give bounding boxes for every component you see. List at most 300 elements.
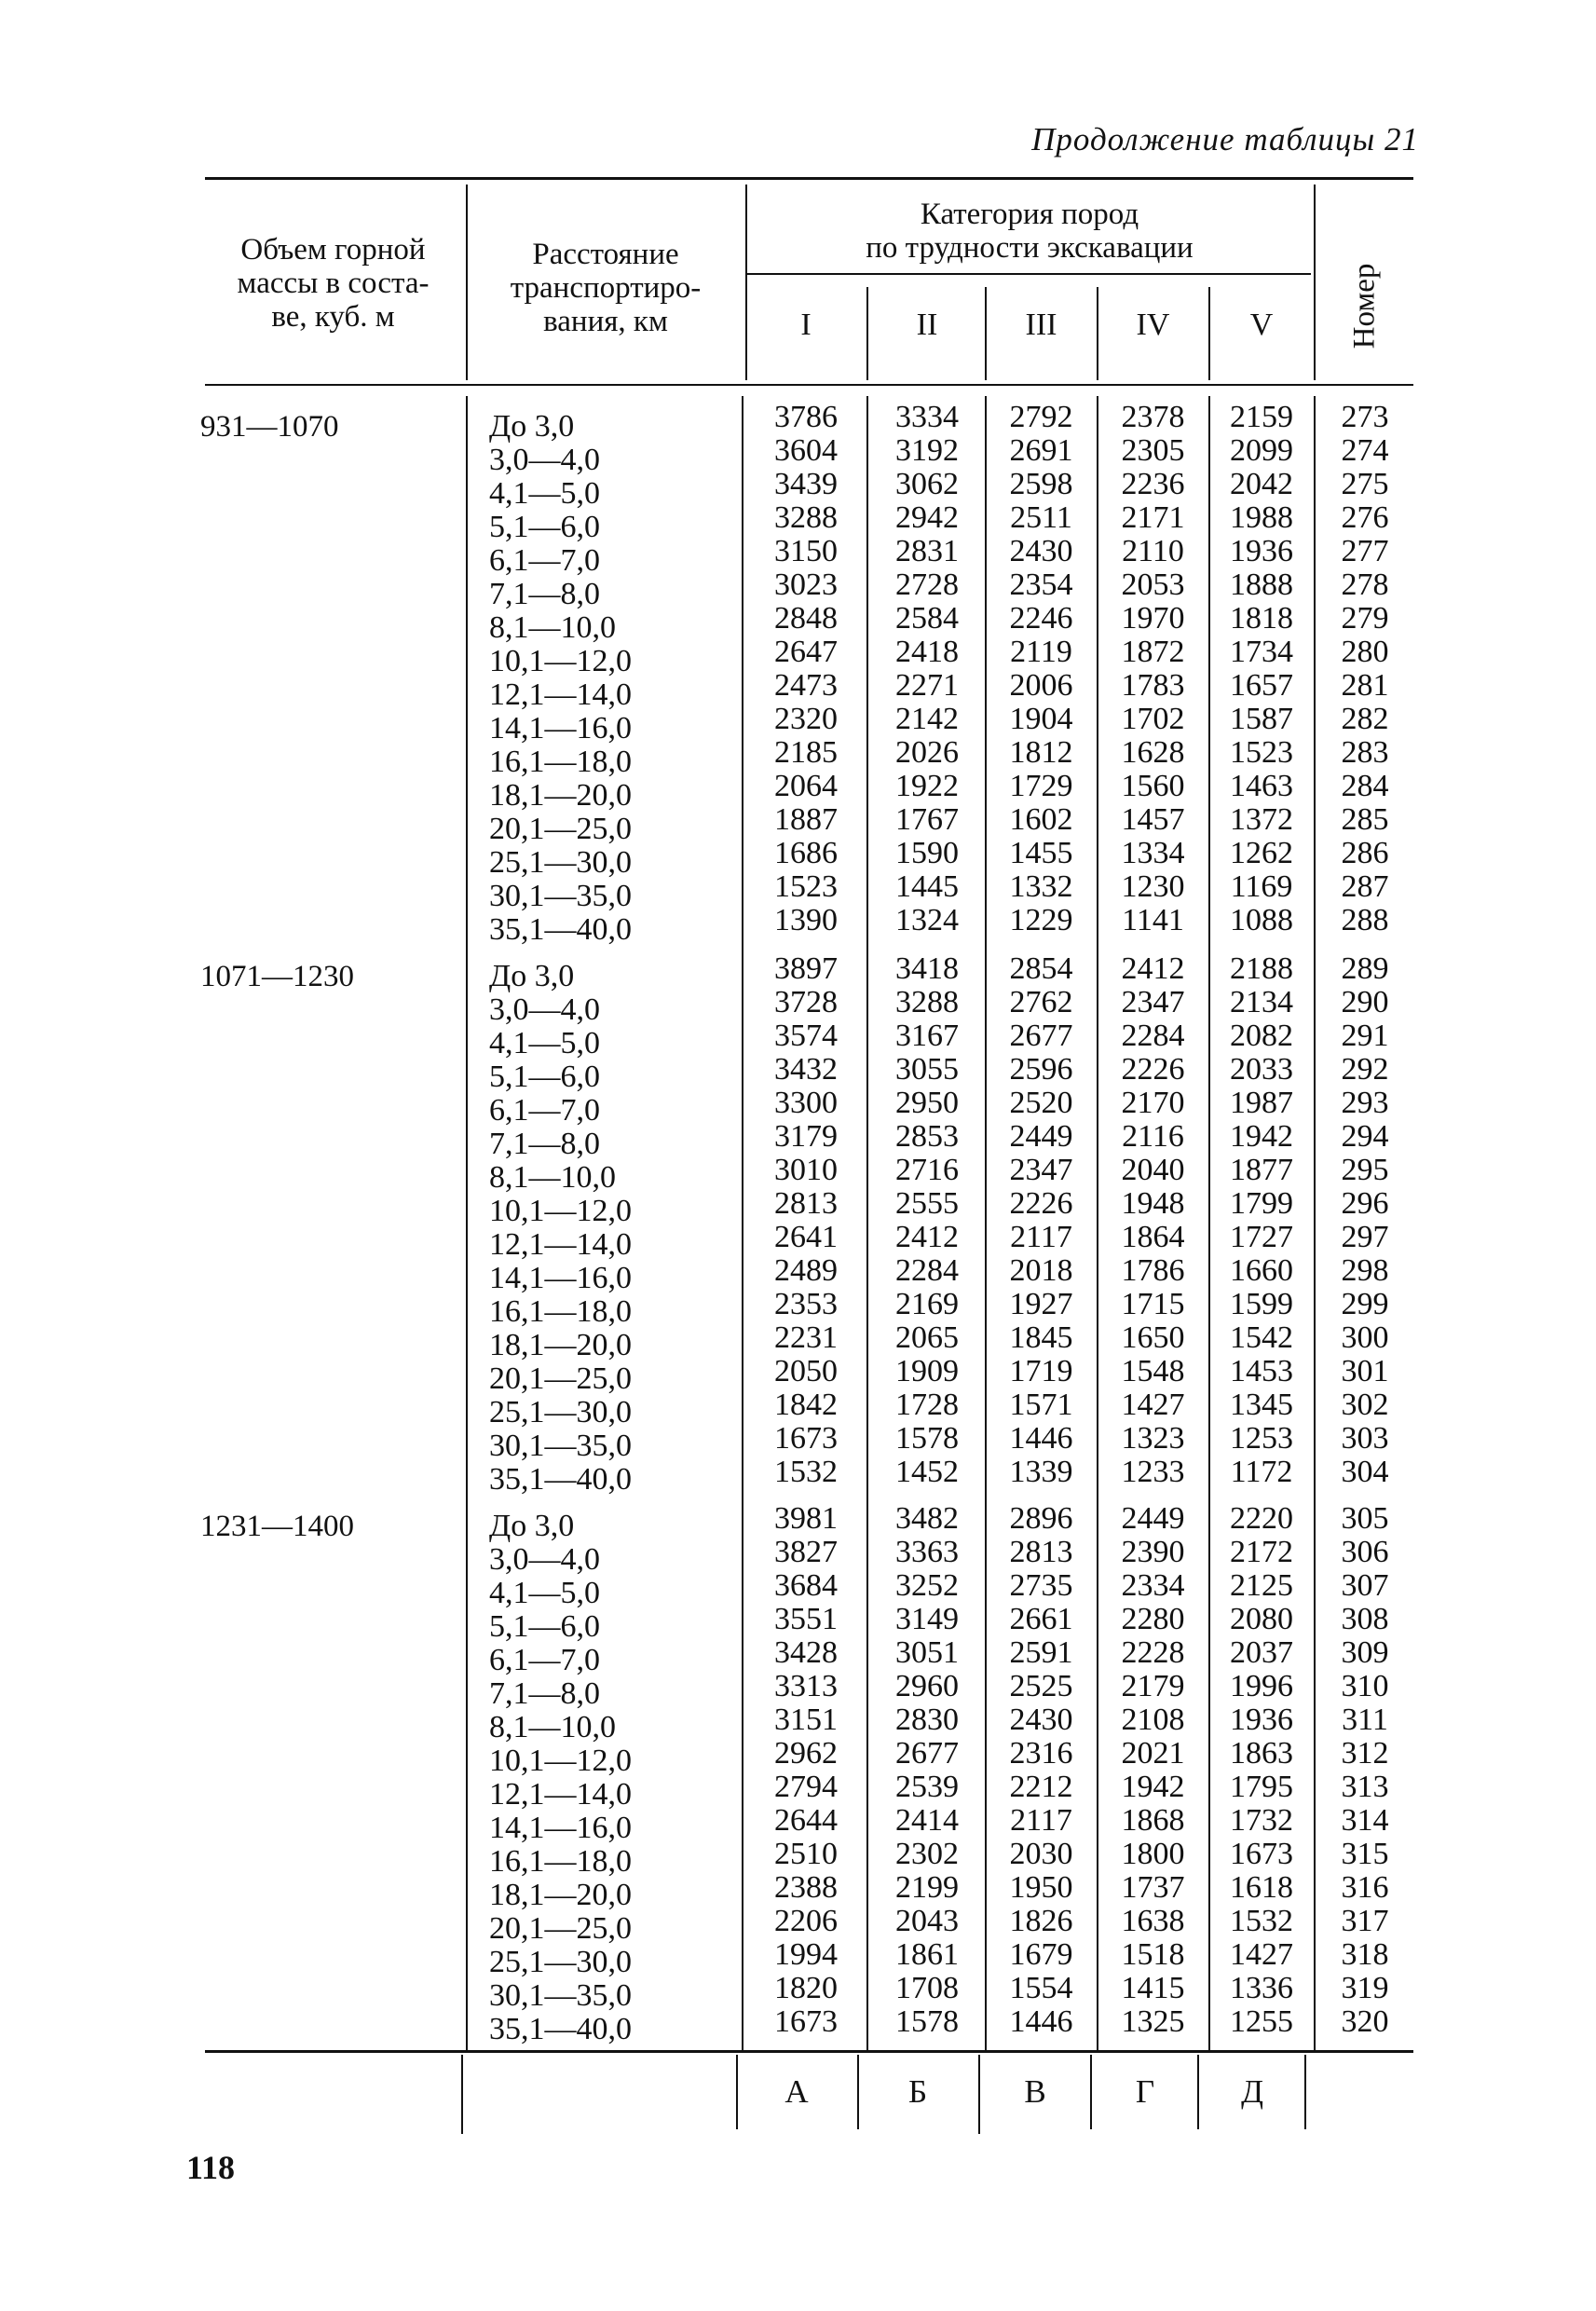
value-cell: 1372 xyxy=(1230,802,1293,837)
distance-cell: 30,1—35,0 xyxy=(489,879,632,913)
distance-column xyxy=(489,1510,632,2046)
value-cell: 1599 xyxy=(1230,1287,1293,1321)
distance-cell: 4,1—5,0 xyxy=(489,476,600,511)
value-cell: 1719 xyxy=(1009,1354,1073,1388)
value-cell: 1650 xyxy=(1121,1320,1185,1355)
value-cell: 2043 xyxy=(895,1904,959,1938)
header-divider xyxy=(1208,287,1210,380)
distance-cell: 7,1—8,0 xyxy=(489,1127,600,1161)
distance-cell: 10,1—12,0 xyxy=(489,1194,632,1228)
value-cell: 2412 xyxy=(1121,951,1185,986)
value-cell: 1728 xyxy=(895,1388,959,1422)
value-cell: 2159 xyxy=(1230,400,1293,434)
cat-II-column xyxy=(871,401,983,937)
row-number: 289 xyxy=(1341,951,1389,986)
row-number: 284 xyxy=(1341,769,1389,803)
row-number: 278 xyxy=(1341,567,1389,602)
row-number: 299 xyxy=(1341,1287,1389,1321)
value-cell: 2854 xyxy=(1009,951,1073,986)
distance-cell: 14,1—16,0 xyxy=(489,711,632,745)
distance-cell: 12,1—14,0 xyxy=(489,677,632,712)
row-number: 301 xyxy=(1341,1354,1389,1388)
value-cell: 1548 xyxy=(1121,1354,1185,1388)
number-column xyxy=(1318,952,1412,1489)
value-cell: 1452 xyxy=(895,1455,959,1489)
row-number: 302 xyxy=(1341,1388,1389,1422)
footer-divider xyxy=(1090,2055,1092,2129)
value-cell: 1229 xyxy=(1009,903,1073,937)
header-divider xyxy=(1097,287,1098,380)
value-cell: 3551 xyxy=(774,1602,838,1636)
distance-header-line: Расстояние xyxy=(532,238,679,271)
value-cell: 1453 xyxy=(1230,1354,1293,1388)
value-cell: 2142 xyxy=(895,702,959,736)
cat-I-column xyxy=(750,401,862,937)
value-cell: 1948 xyxy=(1121,1186,1185,1221)
footer-divider xyxy=(1197,2055,1199,2129)
value-cell: 2677 xyxy=(1009,1019,1073,1053)
row-number: 298 xyxy=(1341,1253,1389,1288)
category-header-line: Категория пород xyxy=(920,198,1139,231)
value-cell: 1445 xyxy=(895,869,959,904)
value-cell: 1936 xyxy=(1230,1702,1293,1737)
value-cell: 1602 xyxy=(1009,802,1073,837)
value-cell: 2962 xyxy=(774,1736,838,1771)
value-cell: 1996 xyxy=(1230,1669,1293,1703)
value-cell: 1455 xyxy=(1009,836,1073,870)
value-cell: 1571 xyxy=(1009,1388,1073,1422)
value-cell: 1734 xyxy=(1230,635,1293,669)
value-cell: 3167 xyxy=(895,1019,959,1053)
value-cell: 1800 xyxy=(1121,1837,1185,1871)
row-number: 319 xyxy=(1341,1971,1389,2005)
value-cell: 3334 xyxy=(895,400,959,434)
value-cell: 2172 xyxy=(1230,1535,1293,1569)
value-cell: 3288 xyxy=(895,985,959,1019)
value-cell: 1618 xyxy=(1230,1870,1293,1905)
value-cell: 1332 xyxy=(1009,869,1073,904)
value-cell: 1345 xyxy=(1230,1388,1293,1422)
value-cell: 2226 xyxy=(1009,1186,1073,1221)
value-cell: 3604 xyxy=(774,433,838,468)
distance-cell: 10,1—12,0 xyxy=(489,644,632,678)
body-divider xyxy=(866,396,868,2050)
row-number: 295 xyxy=(1341,1153,1389,1187)
value-cell: 2347 xyxy=(1009,1153,1073,1187)
body-divider xyxy=(466,396,468,2050)
distance-cell: 25,1—30,0 xyxy=(489,1945,632,1979)
value-cell: 2134 xyxy=(1230,985,1293,1019)
value-cell: 3151 xyxy=(774,1702,838,1737)
row-number: 287 xyxy=(1341,869,1389,904)
footer-divider xyxy=(736,2055,738,2129)
row-number: 313 xyxy=(1341,1770,1389,1804)
value-cell: 3288 xyxy=(774,500,838,535)
value-cell: 1657 xyxy=(1230,668,1293,703)
category-II-header: II xyxy=(916,308,938,342)
category-subheader-rule xyxy=(747,273,1311,275)
value-cell: 3010 xyxy=(774,1153,838,1187)
distance-cell: 8,1—10,0 xyxy=(489,1710,616,1744)
row-number: 297 xyxy=(1341,1220,1389,1254)
value-cell: 2185 xyxy=(774,735,838,770)
row-number: 296 xyxy=(1341,1186,1389,1221)
distance-cell: 10,1—12,0 xyxy=(489,1744,632,1778)
cat-IV-column xyxy=(1099,952,1207,1489)
group-volume: 931—1070 xyxy=(200,410,339,444)
row-number: 306 xyxy=(1341,1535,1389,1569)
value-cell: 1262 xyxy=(1230,836,1293,870)
value-cell: 2430 xyxy=(1009,534,1073,568)
value-cell: 1339 xyxy=(1009,1455,1073,1489)
value-cell: 1922 xyxy=(895,769,959,803)
value-cell: 1727 xyxy=(1230,1220,1293,1254)
value-cell: 2596 xyxy=(1009,1052,1073,1087)
value-cell: 1686 xyxy=(774,836,838,870)
value-cell: 3055 xyxy=(895,1052,959,1087)
value-cell: 1820 xyxy=(774,1971,838,2005)
value-cell: 1786 xyxy=(1121,1253,1185,1288)
distance-cell: 7,1—8,0 xyxy=(489,1676,600,1711)
row-number: 275 xyxy=(1341,467,1389,501)
footer-letter-b: Б xyxy=(907,2073,928,2110)
value-cell: 2082 xyxy=(1230,1019,1293,1053)
cat-IV-column xyxy=(1099,401,1207,937)
row-number: 304 xyxy=(1341,1455,1389,1489)
row-number: 316 xyxy=(1341,1870,1389,1905)
value-cell: 1702 xyxy=(1121,702,1185,736)
distance-column xyxy=(489,410,632,947)
value-cell: 2171 xyxy=(1121,500,1185,535)
volume-header-line: ве, куб. м xyxy=(271,300,395,334)
value-cell: 1446 xyxy=(1009,1421,1073,1456)
value-cell: 1872 xyxy=(1121,635,1185,669)
value-cell: 1542 xyxy=(1230,1320,1293,1355)
value-cell: 1457 xyxy=(1121,802,1185,837)
body-divider xyxy=(1314,396,1316,2050)
value-cell: 1427 xyxy=(1230,1937,1293,1972)
value-cell: 3300 xyxy=(774,1086,838,1120)
distance-cell: 3,0—4,0 xyxy=(489,992,600,1027)
value-cell: 1783 xyxy=(1121,668,1185,703)
row-number: 283 xyxy=(1341,735,1389,770)
value-cell: 2188 xyxy=(1230,951,1293,986)
value-cell: 1587 xyxy=(1230,702,1293,736)
distance-cell: 3,0—4,0 xyxy=(489,443,600,477)
value-cell: 1715 xyxy=(1121,1287,1185,1321)
value-cell: 1334 xyxy=(1121,836,1185,870)
value-cell: 2050 xyxy=(774,1354,838,1388)
cat-I-column xyxy=(750,1502,862,2039)
distance-cell: 5,1—6,0 xyxy=(489,1060,600,1094)
number-column xyxy=(1318,401,1412,937)
value-cell: 1463 xyxy=(1230,769,1293,803)
value-cell: 1868 xyxy=(1121,1803,1185,1838)
value-cell: 1230 xyxy=(1121,869,1185,904)
footer-divider xyxy=(978,2055,980,2134)
value-cell: 3192 xyxy=(895,433,959,468)
value-cell: 2511 xyxy=(1010,500,1072,535)
value-cell: 2117 xyxy=(1010,1803,1072,1838)
value-cell: 2716 xyxy=(895,1153,959,1187)
value-cell: 2960 xyxy=(895,1669,959,1703)
table-bottom-rule xyxy=(205,2050,1413,2053)
header-divider xyxy=(1314,185,1316,380)
distance-cell: 7,1—8,0 xyxy=(489,577,600,611)
value-cell: 1987 xyxy=(1230,1086,1293,1120)
value-cell: 2412 xyxy=(895,1220,959,1254)
value-cell: 1994 xyxy=(774,1937,838,1972)
row-number: 281 xyxy=(1341,668,1389,703)
value-cell: 2271 xyxy=(895,668,959,703)
value-cell: 3981 xyxy=(774,1501,838,1536)
value-cell: 2473 xyxy=(774,668,838,703)
category-V-header: V xyxy=(1249,308,1274,342)
row-number: 274 xyxy=(1341,433,1389,468)
distance-cell: До 3,0 xyxy=(489,959,575,993)
distance-cell: 16,1—18,0 xyxy=(489,745,632,779)
distance-cell: 25,1—30,0 xyxy=(489,845,632,880)
row-number: 276 xyxy=(1341,500,1389,535)
value-cell: 1324 xyxy=(895,903,959,937)
row-number: 320 xyxy=(1341,2004,1389,2039)
value-cell: 1887 xyxy=(774,802,838,837)
value-cell: 2644 xyxy=(774,1803,838,1838)
cat-II-column xyxy=(871,1502,983,2039)
value-cell: 2170 xyxy=(1121,1086,1185,1120)
distance-cell: 20,1—25,0 xyxy=(489,1361,632,1396)
value-cell: 2284 xyxy=(1121,1019,1185,1053)
distance-cell: 30,1—35,0 xyxy=(489,1429,632,1463)
row-number: 290 xyxy=(1341,985,1389,1019)
distance-cell: 8,1—10,0 xyxy=(489,1160,616,1195)
body-divider xyxy=(742,396,743,2050)
value-cell: 2228 xyxy=(1121,1635,1185,1670)
table-top-rule xyxy=(205,177,1413,180)
body-divider xyxy=(1097,396,1098,2050)
value-cell: 2950 xyxy=(895,1086,959,1120)
distance-cell: 20,1—25,0 xyxy=(489,1911,632,1946)
row-number: 286 xyxy=(1341,836,1389,870)
value-cell: 2598 xyxy=(1009,467,1073,501)
value-cell: 2489 xyxy=(774,1253,838,1288)
row-number: 317 xyxy=(1341,1904,1389,1938)
value-cell: 2525 xyxy=(1009,1669,1073,1703)
value-cell: 1253 xyxy=(1230,1421,1293,1456)
value-cell: 3363 xyxy=(895,1535,959,1569)
distance-cell: 5,1—6,0 xyxy=(489,510,600,544)
header-divider xyxy=(466,185,468,380)
row-number: 277 xyxy=(1341,534,1389,568)
value-cell: 2794 xyxy=(774,1770,838,1804)
value-cell: 2220 xyxy=(1230,1501,1293,1536)
value-cell: 2206 xyxy=(774,1904,838,1938)
value-cell: 3023 xyxy=(774,567,838,602)
table-caption: Продолжение таблицы 21 xyxy=(1031,121,1419,157)
value-cell: 1255 xyxy=(1230,2004,1293,2039)
value-cell: 1927 xyxy=(1009,1287,1073,1321)
value-cell: 2030 xyxy=(1009,1837,1073,1871)
volume-header-line: массы в соста- xyxy=(237,267,430,300)
value-cell: 3179 xyxy=(774,1119,838,1154)
value-cell: 2125 xyxy=(1230,1568,1293,1603)
value-cell: 2108 xyxy=(1121,1702,1185,1737)
header-bottom-rule xyxy=(205,384,1413,386)
value-cell: 1732 xyxy=(1230,1803,1293,1838)
footer-letter-a: А xyxy=(784,2073,809,2110)
value-cell: 1554 xyxy=(1009,1971,1073,2005)
row-number: 285 xyxy=(1341,802,1389,837)
value-cell: 1427 xyxy=(1121,1388,1185,1422)
value-cell: 2853 xyxy=(895,1119,959,1154)
value-cell: 3313 xyxy=(774,1669,838,1703)
value-cell: 1628 xyxy=(1121,735,1185,770)
row-number: 315 xyxy=(1341,1837,1389,1871)
value-cell: 3482 xyxy=(895,1501,959,1536)
value-cell: 2830 xyxy=(895,1702,959,1737)
distance-cell: 4,1—5,0 xyxy=(489,1026,600,1060)
distance-cell: 6,1—7,0 xyxy=(489,1643,600,1677)
value-cell: 3439 xyxy=(774,467,838,501)
value-cell: 2099 xyxy=(1230,433,1293,468)
header-divider xyxy=(985,287,987,380)
value-cell: 2813 xyxy=(774,1186,838,1221)
value-cell: 1415 xyxy=(1121,1971,1185,2005)
value-cell: 2354 xyxy=(1009,567,1073,602)
distance-cell: 6,1—7,0 xyxy=(489,543,600,578)
row-number: 291 xyxy=(1341,1019,1389,1053)
value-cell: 1970 xyxy=(1121,601,1185,636)
distance-cell: 5,1—6,0 xyxy=(489,1609,600,1644)
volume-header-line: Объем горной xyxy=(240,233,426,267)
distance-cell: 25,1—30,0 xyxy=(489,1395,632,1429)
value-cell: 3684 xyxy=(774,1568,838,1603)
row-number: 288 xyxy=(1341,903,1389,937)
row-number: 303 xyxy=(1341,1421,1389,1456)
value-cell: 1560 xyxy=(1121,769,1185,803)
distance-cell: 18,1—20,0 xyxy=(489,1878,632,1912)
distance-header-line: вания, км xyxy=(543,305,668,338)
row-number: 273 xyxy=(1341,400,1389,434)
number-column xyxy=(1318,1502,1412,2039)
cat-II-column xyxy=(871,952,983,1489)
value-cell: 2116 xyxy=(1122,1119,1184,1154)
distance-cell: До 3,0 xyxy=(489,409,575,444)
row-number: 293 xyxy=(1341,1086,1389,1120)
value-cell: 2353 xyxy=(774,1287,838,1321)
value-cell: 2179 xyxy=(1121,1669,1185,1703)
distance-cell: 20,1—25,0 xyxy=(489,812,632,846)
value-cell: 2284 xyxy=(895,1253,959,1288)
cat-V-column xyxy=(1211,1502,1312,2039)
value-cell: 2302 xyxy=(895,1837,959,1871)
value-cell: 1323 xyxy=(1121,1421,1185,1456)
value-cell: 2510 xyxy=(774,1837,838,1871)
value-cell: 1169 xyxy=(1230,869,1293,904)
value-cell: 1141 xyxy=(1122,903,1184,937)
value-cell: 1523 xyxy=(1230,735,1293,770)
value-cell: 2334 xyxy=(1121,1568,1185,1603)
value-cell: 2021 xyxy=(1121,1736,1185,1771)
value-cell: 2584 xyxy=(895,601,959,636)
category-header-line: по трудности экскавации xyxy=(866,231,1194,265)
value-cell: 3051 xyxy=(895,1635,959,1670)
value-cell: 2896 xyxy=(1009,1501,1073,1536)
row-number: 312 xyxy=(1341,1736,1389,1771)
value-cell: 1523 xyxy=(774,869,838,904)
value-cell: 1950 xyxy=(1009,1870,1073,1905)
row-number: 314 xyxy=(1341,1803,1389,1838)
value-cell: 3432 xyxy=(774,1052,838,1087)
footer-divider xyxy=(1304,2055,1306,2129)
value-cell: 2064 xyxy=(774,769,838,803)
value-cell: 1446 xyxy=(1009,2004,1073,2039)
value-cell: 1909 xyxy=(895,1354,959,1388)
value-cell: 2728 xyxy=(895,567,959,602)
distance-cell: До 3,0 xyxy=(489,1509,575,1543)
value-cell: 1795 xyxy=(1230,1770,1293,1804)
value-cell: 2169 xyxy=(895,1287,959,1321)
row-number: 294 xyxy=(1341,1119,1389,1154)
value-cell: 2280 xyxy=(1121,1602,1185,1636)
value-cell: 1799 xyxy=(1230,1186,1293,1221)
value-cell: 2040 xyxy=(1121,1153,1185,1187)
value-cell: 2236 xyxy=(1121,467,1185,501)
value-cell: 1729 xyxy=(1009,769,1073,803)
value-cell: 2119 xyxy=(1010,635,1072,669)
value-cell: 2305 xyxy=(1121,433,1185,468)
value-cell: 1864 xyxy=(1121,1220,1185,1254)
value-cell: 1877 xyxy=(1230,1153,1293,1187)
footer-divider xyxy=(857,2055,859,2129)
value-cell: 2677 xyxy=(895,1736,959,1771)
value-cell: 2199 xyxy=(895,1870,959,1905)
value-cell: 2449 xyxy=(1009,1119,1073,1154)
value-cell: 2942 xyxy=(895,500,959,535)
value-cell: 2246 xyxy=(1009,601,1073,636)
category-header xyxy=(750,198,1309,265)
value-cell: 2390 xyxy=(1121,1535,1185,1569)
value-cell: 1336 xyxy=(1230,1971,1293,2005)
row-number: 309 xyxy=(1341,1635,1389,1670)
value-cell: 1904 xyxy=(1009,702,1073,736)
value-cell: 1673 xyxy=(774,2004,838,2039)
distance-cell: 14,1—16,0 xyxy=(489,1811,632,1845)
category-III-header: III xyxy=(1025,308,1057,342)
footer-divider xyxy=(461,2055,463,2134)
cat-III-column xyxy=(988,952,1095,1489)
value-cell: 2691 xyxy=(1009,433,1073,468)
cat-III-column xyxy=(988,1502,1095,2039)
distance-cell: 8,1—10,0 xyxy=(489,610,616,645)
value-cell: 2388 xyxy=(774,1870,838,1905)
value-cell: 1673 xyxy=(1230,1837,1293,1871)
value-cell: 1578 xyxy=(895,1421,959,1456)
value-cell: 3252 xyxy=(895,1568,959,1603)
row-number: 318 xyxy=(1341,1937,1389,1972)
value-cell: 2037 xyxy=(1230,1635,1293,1670)
number-header: Номер xyxy=(1347,263,1382,349)
body-divider xyxy=(1208,396,1210,2050)
volume-header xyxy=(205,233,461,334)
value-cell: 2026 xyxy=(895,735,959,770)
cat-V-column xyxy=(1211,401,1312,937)
value-cell: 1325 xyxy=(1121,2004,1185,2039)
cat-IV-column xyxy=(1099,1502,1207,2039)
value-cell: 2042 xyxy=(1230,467,1293,501)
value-cell: 1233 xyxy=(1121,1455,1185,1489)
value-cell: 1942 xyxy=(1121,1770,1185,1804)
